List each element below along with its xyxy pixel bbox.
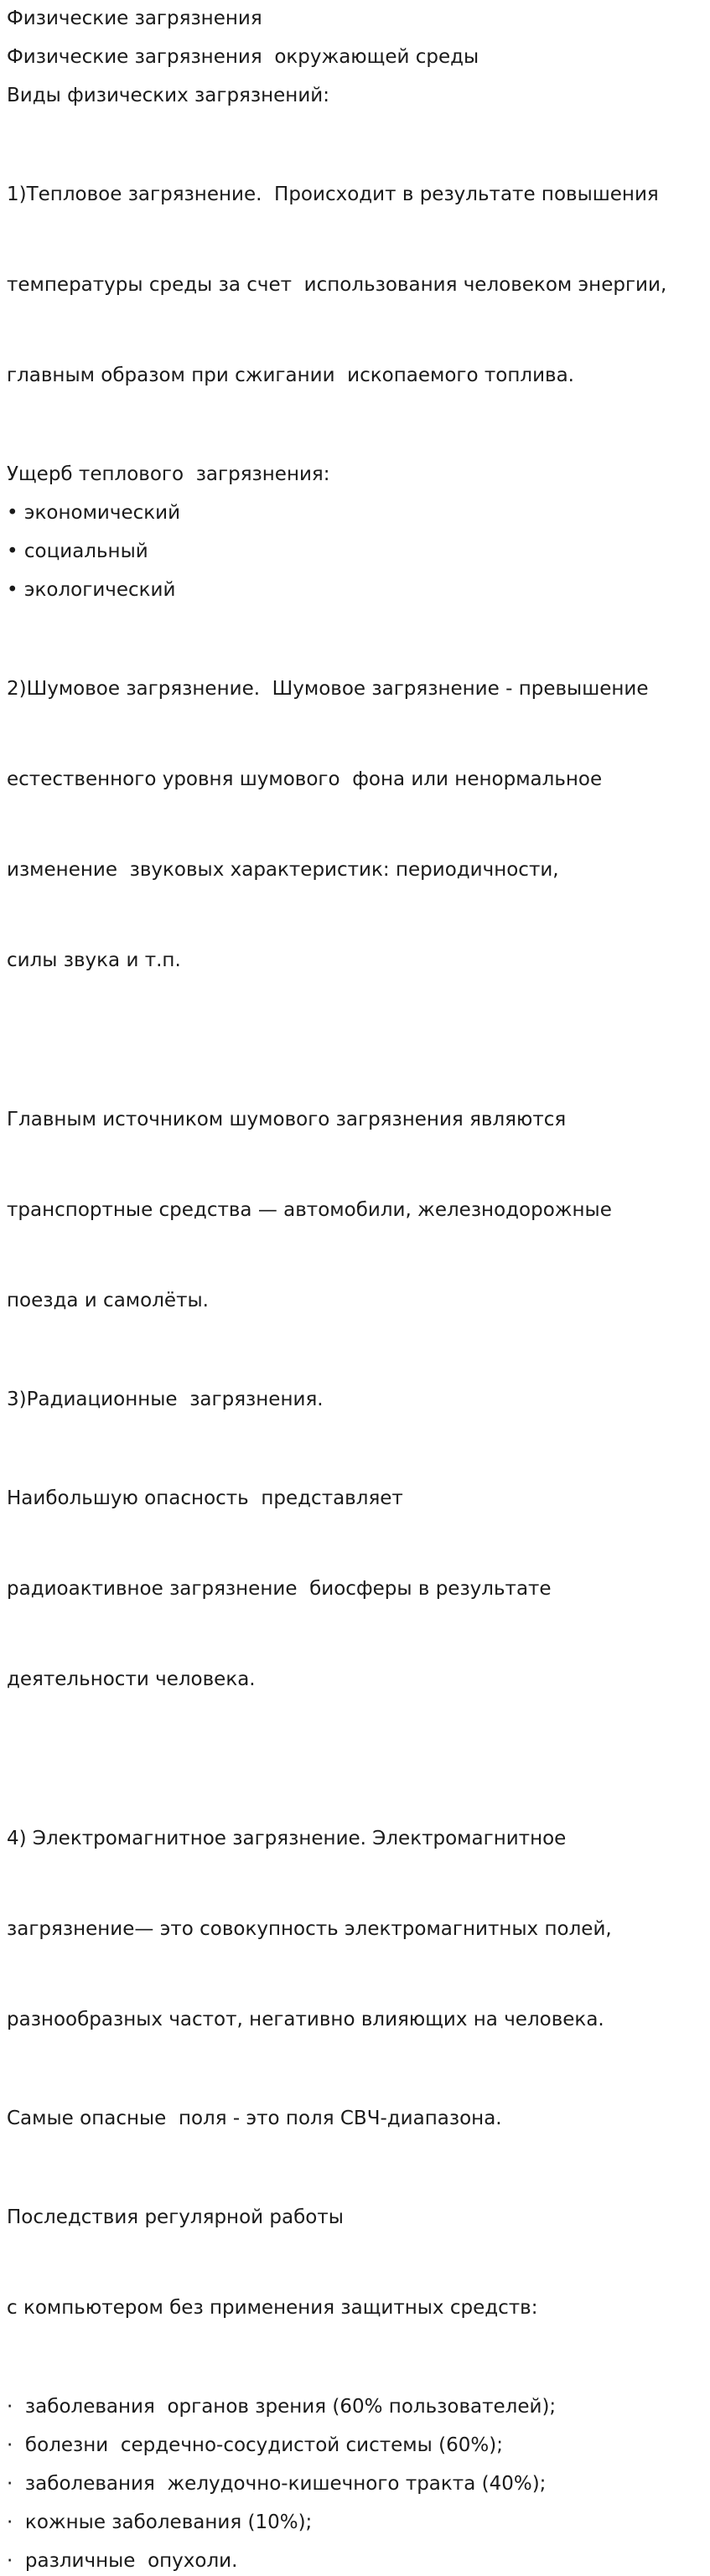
consequence-list-item: · различные опухоли. (7, 2550, 238, 2572)
text-line: загрязнение— это совокупность электромагнитных полей, (7, 1918, 612, 1940)
text-line: с компьютером без применения защитных средств: (7, 2297, 538, 2319)
text-line: разнообразных частот, негативно влияющих на человека. (7, 2009, 604, 2030)
text-line: 4) Электромагнитное загрязнение. Электромагнитное (7, 1828, 567, 1849)
text-line: 1)Тепловое загрязнение. Происходит в результате повышения (7, 184, 659, 205)
document-subtitle: Физические загрязнения окружающей среды (7, 46, 479, 68)
consequence-list-item: · заболевания желудочно-кишечного тракта (40%); (7, 2473, 547, 2495)
noise-source-paragraph (7, 1044, 703, 1376)
damage-list-item: • социальный (7, 541, 148, 562)
microwave-note: Самые опасные поля - это поля СВЧ-диапазона. (7, 2108, 502, 2129)
noise-pollution-paragraph (7, 613, 703, 1036)
text-line: Последствия регулярной работы (7, 2206, 344, 2228)
text-line: деятельности человека. (7, 1668, 256, 1690)
damage-list-item: • экономический (7, 502, 181, 524)
consequence-list-item: · болезни сердечно-сосудистой системы (60%); (7, 2434, 503, 2456)
electromagnetic-paragraph (7, 1763, 703, 2095)
types-heading: Виды физических загрязнений: (7, 85, 329, 106)
text-line: поезда и самолёты. (7, 1290, 209, 1311)
text-line: 2)Шумовое загрязнение. Шумовое загрязнение - превышение (7, 678, 649, 700)
consequence-list-item: · кожные заболевания (10%); (7, 2511, 313, 2533)
radiation-paragraph (7, 1423, 703, 1755)
text-line: транспортные средства — автомобили, железнодорожные (7, 1199, 612, 1221)
text-line: Наибольшую опасность представляет (7, 1487, 403, 1509)
damage-heading: Ущерб теплового загрязнения: (7, 463, 330, 485)
consequence-list-item: · заболевания органов зрения (60% пользователей); (7, 2396, 557, 2418)
text-line: естественного уровня шумового фона или ненормальное (7, 768, 603, 790)
text-line: главным образом при сжигании ископаемого топлива. (7, 365, 574, 386)
document-title: Физические загрязнения (7, 8, 262, 29)
text-line: изменение звуковых характеристик: периодичности, (7, 859, 559, 881)
radiation-heading: 3)Радиационные загрязнения. (7, 1389, 324, 1410)
damage-list-item: • экологический (7, 579, 176, 601)
text-line: силы звука и т.п. (7, 949, 181, 971)
thermal-pollution-paragraph (7, 119, 703, 451)
consequences-paragraph (7, 2142, 703, 2383)
text-line: радиоактивное загрязнение биосферы в результате (7, 1578, 552, 1600)
text-line: температуры среды за счет использования человеком энергии, (7, 274, 667, 296)
text-line: Главным источником шумового загрязнения являются (7, 1109, 567, 1130)
